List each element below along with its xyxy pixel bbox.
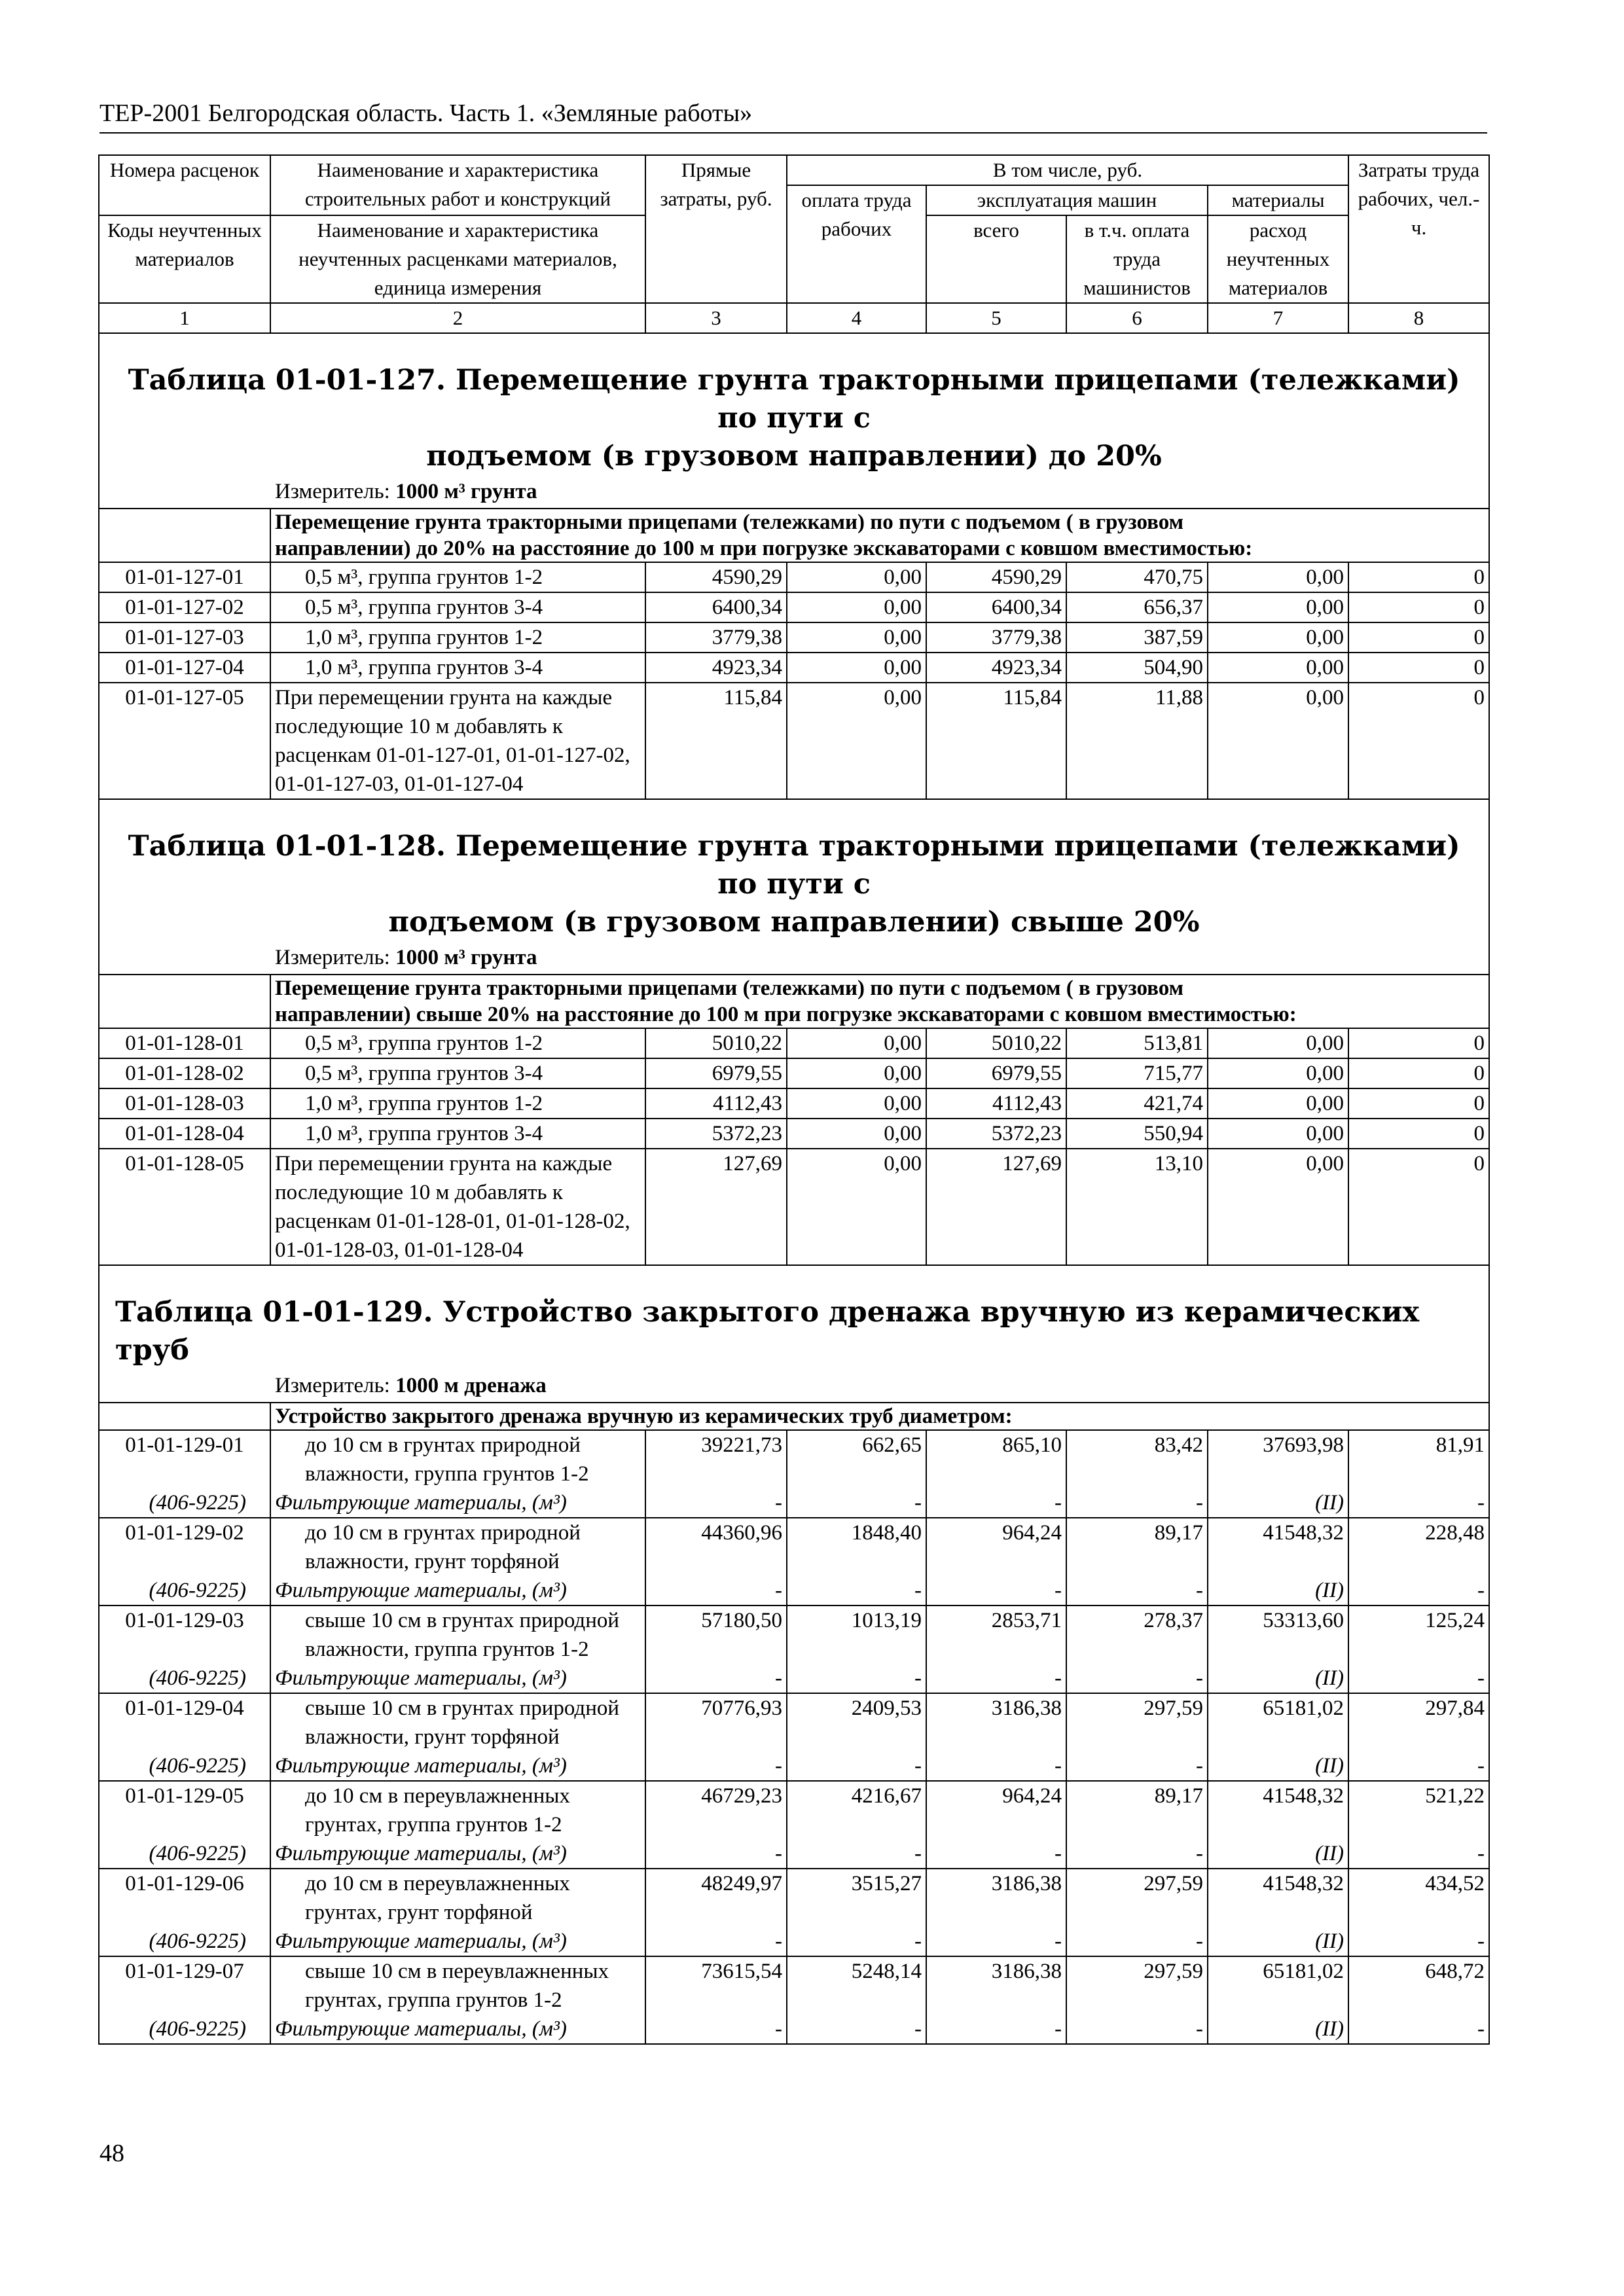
machines-total: 2853,71: [926, 1605, 1066, 1664]
direct-cost: 6979,55: [645, 1058, 787, 1088]
machinists-pay: 83,42: [1066, 1430, 1208, 1488]
labor-pay: 0,00: [787, 1149, 926, 1265]
material-code: (406-9225): [99, 1664, 270, 1693]
machinists-pay: 656,37: [1066, 592, 1208, 622]
material-dash: -: [645, 1751, 787, 1781]
labor-pay: 5248,14: [787, 1956, 926, 2015]
labor-hours: 0: [1348, 622, 1489, 653]
direct-cost: 6400,34: [645, 592, 787, 622]
material-name: Фильтрующие материалы, (м³): [270, 1751, 645, 1781]
machines-total: 4112,43: [926, 1088, 1066, 1119]
unit-label: Измеритель:: [275, 1374, 390, 1397]
labor-hours: 0: [1348, 653, 1489, 683]
table-row: [99, 592, 1489, 622]
column-number: 8: [1348, 303, 1489, 333]
materials-cost: 0,00: [1208, 592, 1348, 622]
incl-header: В том числе, руб.: [787, 155, 1348, 185]
labor-pay: 0,00: [787, 683, 926, 799]
material-class: (II): [1208, 1664, 1348, 1693]
rate-name: 0,5 м³, группа грунтов 3-4: [270, 592, 645, 622]
labor-hours: 125,24: [1348, 1605, 1489, 1664]
rate-code: 01-01-127-05: [99, 683, 270, 799]
material-code: (406-9225): [99, 1488, 270, 1518]
rate-name: 0,5 м³, группа грунтов 3-4: [270, 1058, 645, 1088]
rate-code: 01-01-127-04: [99, 653, 270, 683]
machines-total: 4923,34: [926, 653, 1066, 683]
machinists-pay: 11,88: [1066, 683, 1208, 799]
material-dash: -: [645, 2015, 787, 2044]
table-row: [99, 1028, 1489, 1058]
material-code: (406-9225): [99, 1839, 270, 1869]
direct-cost: 5372,23: [645, 1119, 787, 1149]
rate-name: 1,0 м³, группа грунтов 3-4: [270, 653, 645, 683]
direct-cost: 4923,34: [645, 653, 787, 683]
col7-header: расход неучтенных материалов: [1208, 215, 1348, 303]
labor-pay: 0,00: [787, 1119, 926, 1149]
material-name: Фильтрующие материалы, (м³): [270, 1488, 645, 1518]
table-128-group: [270, 975, 1489, 1028]
unit-label: Измеритель:: [275, 946, 390, 969]
table-128-title-line1: Таблица 01-01-128. Перемещение грунта тракторными прицепами (тележками) по пути с: [128, 830, 1460, 901]
material-dash: -: [1348, 2015, 1489, 2044]
labor-hours: 0: [1348, 683, 1489, 799]
labor-hours: 521,22: [1348, 1781, 1489, 1839]
labor-hours: 0: [1348, 1149, 1489, 1265]
page-header: ТЕР-2001 Белгородская область. Часть 1. «Земляные работы»: [99, 97, 1487, 134]
direct-cost: 127,69: [645, 1149, 787, 1265]
machines-total: 127,69: [926, 1149, 1066, 1265]
material-class: (II): [1208, 1488, 1348, 1518]
table-127-title-line2: подъемом (в грузовом направлении) до 20%: [426, 440, 1162, 473]
rate-code: 01-01-128-02: [99, 1058, 270, 1088]
materials-cost: 65181,02: [1208, 1956, 1348, 2015]
rate-name: до 10 см в переувлажненных грунтах, грунт торфяной: [270, 1869, 645, 1927]
column-number: 6: [1066, 303, 1208, 333]
labor-pay: 0,00: [787, 1058, 926, 1088]
direct-cost: 57180,50: [645, 1605, 787, 1664]
column-number: 3: [645, 303, 787, 333]
column-number: 1: [99, 303, 270, 333]
table-127-group: [270, 509, 1489, 562]
col6-header: в т.ч. оплата труда машинистов: [1066, 215, 1208, 303]
materials-cost: 0,00: [1208, 1028, 1348, 1058]
rate-name: 0,5 м³, группа грунтов 1-2: [270, 1028, 645, 1058]
machinists-pay: 297,59: [1066, 1956, 1208, 2015]
table-128-title: [99, 799, 1489, 941]
material-dash: -: [926, 1488, 1066, 1518]
material-class: (II): [1208, 1576, 1348, 1605]
machines-total: 4590,29: [926, 562, 1066, 592]
material-dash: -: [787, 1664, 926, 1693]
material-dash: -: [926, 1751, 1066, 1781]
direct-cost: 46729,23: [645, 1781, 787, 1839]
column-number: 2: [270, 303, 645, 333]
table-row: [99, 1518, 1489, 1576]
rate-code: 01-01-127-02: [99, 592, 270, 622]
material-dash: -: [926, 2015, 1066, 2044]
rate-name: 0,5 м³, группа грунтов 1-2: [270, 562, 645, 592]
labor-hours: 0: [1348, 592, 1489, 622]
material-dash: -: [1066, 1488, 1208, 1518]
table-129-unit: [99, 1369, 1489, 1403]
material-name: Фильтрующие материалы, (м³): [270, 2015, 645, 2044]
labor-pay: 0,00: [787, 1028, 926, 1058]
material-dash: -: [1066, 1576, 1208, 1605]
material-row: [99, 1576, 1489, 1605]
col2-top-header: Наименование и характеристика строительных работ и конструкций: [270, 155, 645, 215]
rate-code: 01-01-129-07: [99, 1956, 270, 2015]
labor-pay: 0,00: [787, 653, 926, 683]
direct-cost: 70776,93: [645, 1693, 787, 1751]
labor-pay: 0,00: [787, 1088, 926, 1119]
labor-hours: 81,91: [1348, 1430, 1489, 1488]
material-row: [99, 2015, 1489, 2044]
column-number: 7: [1208, 303, 1348, 333]
direct-cost: 73615,54: [645, 1956, 787, 2015]
material-class: (II): [1208, 1927, 1348, 1956]
material-dash: -: [1066, 1839, 1208, 1869]
materials-cost: 41548,32: [1208, 1781, 1348, 1839]
material-class: (II): [1208, 1839, 1348, 1869]
machinists-pay: 504,90: [1066, 653, 1208, 683]
col1-bottom-header: Коды неучтенных материалов: [99, 215, 270, 303]
machines-total: 3186,38: [926, 1956, 1066, 2015]
material-dash: -: [787, 1751, 926, 1781]
material-dash: -: [1348, 1576, 1489, 1605]
labor-pay: 4216,67: [787, 1781, 926, 1839]
rate-name: до 10 см в грунтах природной влажности, группа грунтов 1-2: [270, 1430, 645, 1488]
material-name: Фильтрующие материалы, (м³): [270, 1576, 645, 1605]
group-empty: [99, 975, 270, 1028]
machinists-pay: 278,37: [1066, 1605, 1208, 1664]
table-row: [99, 562, 1489, 592]
material-name: Фильтрующие материалы, (м³): [270, 1839, 645, 1869]
labor-pay: 0,00: [787, 562, 926, 592]
material-dash: -: [645, 1488, 787, 1518]
rate-name: свыше 10 см в грунтах природной влажности, грунт торфяной: [270, 1693, 645, 1751]
material-row: [99, 1664, 1489, 1693]
labor-pay: 1848,40: [787, 1518, 926, 1576]
rate-code: 01-01-129-03: [99, 1605, 270, 1664]
rate-code: 01-01-128-01: [99, 1028, 270, 1058]
machines-total: 3779,38: [926, 622, 1066, 653]
machines-total: 3186,38: [926, 1869, 1066, 1927]
rate-name: 1,0 м³, группа грунтов 1-2: [270, 622, 645, 653]
material-dash: -: [645, 1664, 787, 1693]
material-dash: -: [787, 1576, 926, 1605]
material-row: [99, 1751, 1489, 1781]
labor-hours: 0: [1348, 1028, 1489, 1058]
material-dash: -: [926, 1576, 1066, 1605]
rate-name: 1,0 м³, группа грунтов 1-2: [270, 1088, 645, 1119]
table-row: [99, 1605, 1489, 1664]
rate-code: 01-01-127-03: [99, 622, 270, 653]
labor-hours: 228,48: [1348, 1518, 1489, 1576]
rate-name: до 10 см в грунтах природной влажности, грунт торфяной: [270, 1518, 645, 1576]
material-dash: -: [1348, 1751, 1489, 1781]
rate-code: 01-01-129-02: [99, 1518, 270, 1576]
labor-hours: 0: [1348, 1058, 1489, 1088]
material-dash: -: [645, 1839, 787, 1869]
table-row: [99, 1058, 1489, 1088]
col8-header: Затраты труда рабочих, чел.-ч.: [1348, 155, 1489, 303]
group-line: Устройство закрытого дренажа вручную из керамических труб диаметром:: [275, 1405, 1013, 1428]
materials-cost: 0,00: [1208, 1149, 1348, 1265]
material-dash: -: [787, 1927, 926, 1956]
labor-pay: 0,00: [787, 622, 926, 653]
machines-total: 6979,55: [926, 1058, 1066, 1088]
machinists-pay: 89,17: [1066, 1518, 1208, 1576]
material-row: [99, 1927, 1489, 1956]
machinists-pay: 513,81: [1066, 1028, 1208, 1058]
material-name: Фильтрующие материалы, (м³): [270, 1927, 645, 1956]
rate-name: 1,0 м³, группа грунтов 3-4: [270, 1119, 645, 1149]
group-line: направлении) свыше 20% на расстояние до 100 м при погрузке экскаваторами с ковшом вместимостью:: [275, 1003, 1297, 1026]
material-dash: -: [645, 1927, 787, 1956]
material-dash: -: [1066, 1664, 1208, 1693]
material-dash: -: [926, 1839, 1066, 1869]
machines-total: 3186,38: [926, 1693, 1066, 1751]
group-line: Перемещение грунта тракторными прицепами (тележками) по пути с подъемом ( в грузовом: [275, 511, 1184, 534]
direct-cost: 4590,29: [645, 562, 787, 592]
table-row: [99, 1430, 1489, 1488]
material-dash: -: [1348, 1927, 1489, 1956]
rate-name: свыше 10 см в переувлажненных грунтах, группа грунтов 1-2: [270, 1956, 645, 2015]
group-line: Перемещение грунта тракторными прицепами (тележками) по пути с подъемом ( в грузовом: [275, 977, 1184, 1000]
material-code: (406-9225): [99, 1927, 270, 1956]
table-row: [99, 622, 1489, 653]
material-dash: -: [645, 1576, 787, 1605]
labor-hours: 0: [1348, 1088, 1489, 1119]
table-row: [99, 1119, 1489, 1149]
rate-code: 01-01-129-05: [99, 1781, 270, 1839]
direct-cost: 44360,96: [645, 1518, 787, 1576]
materials-cost: 65181,02: [1208, 1693, 1348, 1751]
machinists-pay: 13,10: [1066, 1149, 1208, 1265]
direct-cost: 39221,73: [645, 1430, 787, 1488]
column-number: 5: [926, 303, 1066, 333]
rate-code: 01-01-129-01: [99, 1430, 270, 1488]
table-127-unit: [99, 475, 1489, 509]
table-127-title-line1: Таблица 01-01-127. Перемещение грунта тракторными прицепами (тележками) по пути с: [128, 364, 1460, 435]
materials-cost: 0,00: [1208, 1088, 1348, 1119]
direct-cost: 4112,43: [645, 1088, 787, 1119]
labor-pay: 662,65: [787, 1430, 926, 1488]
rate-code: 01-01-129-06: [99, 1869, 270, 1927]
labor-hours: 0: [1348, 1119, 1489, 1149]
table-128-title-line2: подъемом (в грузовом направлении) свыше 20%: [388, 906, 1200, 939]
direct-cost: 3779,38: [645, 622, 787, 653]
rate-code: 01-01-128-03: [99, 1088, 270, 1119]
material-dash: -: [787, 1488, 926, 1518]
material-code: (406-9225): [99, 1576, 270, 1605]
machinists-pay: 550,94: [1066, 1119, 1208, 1149]
unit-value: 1000 м дренажа: [395, 1374, 547, 1397]
machines-header: эксплуатация машин: [926, 185, 1208, 215]
material-class: (II): [1208, 1751, 1348, 1781]
table-row: [99, 1781, 1489, 1839]
material-dash: -: [1066, 1751, 1208, 1781]
materials-cost: 37693,98: [1208, 1430, 1348, 1488]
group-line: направлении) до 20% на расстояние до 100 м при погрузке экскаваторами с ковшом вместимостью:: [275, 537, 1253, 560]
rate-name: свыше 10 см в грунтах природной влажности, группа грунтов 1-2: [270, 1605, 645, 1664]
rate-name: При перемещении грунта на каждые последующие 10 м добавлять к расценкам 01-01-128-01, 01-01-128-02, 01-01-128-03, 01-01-128-04: [270, 1149, 645, 1265]
machines-total: 5372,23: [926, 1119, 1066, 1149]
materials-cost: 41548,32: [1208, 1518, 1348, 1576]
col4-header: оплата труда рабочих: [787, 185, 926, 303]
labor-pay: 2409,53: [787, 1693, 926, 1751]
page-number: 48: [99, 2140, 124, 2167]
materials-cost: 0,00: [1208, 1058, 1348, 1088]
labor-hours: 0: [1348, 562, 1489, 592]
machines-total: 964,24: [926, 1781, 1066, 1839]
direct-cost: 115,84: [645, 683, 787, 799]
rate-code: 01-01-128-04: [99, 1119, 270, 1149]
header-row-1: [99, 155, 1489, 185]
machines-total: 964,24: [926, 1518, 1066, 1576]
rate-code: 01-01-128-05: [99, 1149, 270, 1265]
material-dash: -: [1066, 2015, 1208, 2044]
machines-total: 6400,34: [926, 592, 1066, 622]
material-class: (II): [1208, 2015, 1348, 2044]
materials-cost: 0,00: [1208, 562, 1348, 592]
table-129-group: [270, 1403, 1489, 1430]
labor-pay: 3515,27: [787, 1869, 926, 1927]
table-row: [99, 1693, 1489, 1751]
table-row: [99, 1869, 1489, 1927]
machines-total: 115,84: [926, 683, 1066, 799]
table-row: [99, 1956, 1489, 2015]
col2-bottom-header: Наименование и характеристика неучтенных расценками материалов, единица измерения: [270, 215, 645, 303]
machinists-pay: 470,75: [1066, 562, 1208, 592]
materials-cost: 0,00: [1208, 683, 1348, 799]
col1-top-header: Номера расценок: [99, 155, 270, 215]
unit-label: Измеритель:: [275, 480, 390, 503]
unit-value: 1000 м³ грунта: [395, 946, 537, 969]
material-code: (406-9225): [99, 1751, 270, 1781]
materials-cost: 0,00: [1208, 1119, 1348, 1149]
col3-header: Прямые затраты, руб.: [645, 155, 787, 303]
table-row: [99, 1088, 1489, 1119]
labor-hours: 648,72: [1348, 1956, 1489, 2015]
labor-hours: 297,84: [1348, 1693, 1489, 1751]
material-code: (406-9225): [99, 2015, 270, 2044]
machinists-pay: 387,59: [1066, 622, 1208, 653]
rates-table: [98, 154, 1490, 2045]
machines-total: 5010,22: [926, 1028, 1066, 1058]
material-dash: -: [787, 1839, 926, 1869]
labor-pay: 0,00: [787, 592, 926, 622]
table-row: [99, 653, 1489, 683]
material-dash: -: [1348, 1664, 1489, 1693]
material-name: Фильтрующие материалы, (м³): [270, 1664, 645, 1693]
material-dash: -: [1348, 1839, 1489, 1869]
table-127-title: [99, 333, 1489, 475]
machinists-pay: 715,77: [1066, 1058, 1208, 1088]
table-129-title: [99, 1265, 1489, 1369]
rate-code: 01-01-129-04: [99, 1693, 270, 1751]
material-dash: -: [1348, 1488, 1489, 1518]
column-number: 4: [787, 303, 926, 333]
unit-value: 1000 м³ грунта: [395, 480, 537, 503]
col5-header: всего: [926, 215, 1066, 303]
materials-cost: 0,00: [1208, 622, 1348, 653]
material-dash: -: [1066, 1927, 1208, 1956]
direct-cost: 5010,22: [645, 1028, 787, 1058]
rate-name: до 10 см в переувлажненных грунтах, группа грунтов 1-2: [270, 1781, 645, 1839]
group-empty: [99, 509, 270, 562]
table-129-title-line1: Таблица 01-01-129. Устройство закрытого дренажа вручную из керамических труб: [115, 1296, 1420, 1367]
rate-code: 01-01-127-01: [99, 562, 270, 592]
table-128-unit: [99, 941, 1489, 975]
machinists-pay: 89,17: [1066, 1781, 1208, 1839]
material-row: [99, 1839, 1489, 1869]
machinists-pay: 297,59: [1066, 1869, 1208, 1927]
labor-hours: 434,52: [1348, 1869, 1489, 1927]
materials-cost: 53313,60: [1208, 1605, 1348, 1664]
column-numbers-row: [99, 303, 1489, 333]
machinists-pay: 421,74: [1066, 1088, 1208, 1119]
materials-cost: 0,00: [1208, 653, 1348, 683]
material-row: [99, 1488, 1489, 1518]
machines-total: 865,10: [926, 1430, 1066, 1488]
materials-header: материалы: [1208, 185, 1348, 215]
table-row: [99, 683, 1489, 799]
table-row: [99, 1149, 1489, 1265]
labor-pay: 1013,19: [787, 1605, 926, 1664]
direct-cost: 48249,97: [645, 1869, 787, 1927]
material-dash: -: [926, 1664, 1066, 1693]
rate-name: При перемещении грунта на каждые последующие 10 м добавлять к расценкам 01-01-127-01, 01-01-127-02, 01-01-127-03, 01-01-127-04: [270, 683, 645, 799]
group-empty: [99, 1403, 270, 1430]
material-dash: -: [926, 1927, 1066, 1956]
material-dash: -: [787, 2015, 926, 2044]
materials-cost: 41548,32: [1208, 1869, 1348, 1927]
machinists-pay: 297,59: [1066, 1693, 1208, 1751]
